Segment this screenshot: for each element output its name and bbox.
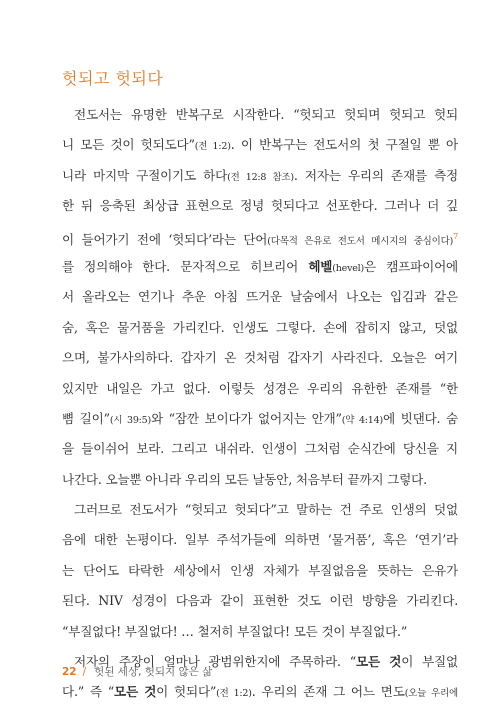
scripture-reference: (전 12:8 참조) [227, 171, 294, 183]
parenthetical-note: (오늘 우리에 [404, 688, 458, 700]
text-run: 나간다. 오늘뿐 아니라 우리의 모든 날동안, 처음부터 끝까지 그렇다. [62, 471, 427, 487]
text-line-13 [62, 465, 458, 495]
text-run: 를 정의해야 한다. 문자적으로 히브리어 [62, 258, 309, 274]
text-run: “부질없다! 부질없다! … 철저히 부질없다! 모든 것이 부질없다.” [62, 623, 408, 639]
text-run: 음에 대한 논평이다. 일부 주석가들에 의하면 ‘물거품’, 혹은 ‘연기’라 [62, 532, 458, 548]
emphasis-text: 모든 것 [356, 654, 402, 670]
text-run: 니 모든 것이 헛되도다” [62, 137, 195, 153]
text-line-17 [62, 586, 458, 616]
text-line-4 [62, 191, 458, 221]
text-line-1 [62, 100, 458, 130]
text-run: 은 캠프파이어에 [364, 258, 458, 274]
footnote-marker: 7 [453, 231, 458, 241]
page-number: 22 [62, 666, 77, 678]
text-run: 그러므로 전도서가 “헛되고 헛되다”고 말하는 건 주로 인생의 덧없 [74, 502, 458, 518]
page-footer [62, 664, 212, 679]
text-line-9 [62, 343, 458, 373]
scripture-reference: (시 39:5) [109, 414, 152, 426]
parenthetical-note: (다목적 은유로 전도서 메시지의 중심이다) [267, 235, 454, 247]
text-run: 이 헛되다” [156, 684, 217, 700]
text-run: 에 빗댄다. 숨 [383, 410, 458, 426]
text-run: 이 들어가기 전에 ‘헛되다’라는 단어 [62, 231, 268, 247]
text-run: 니라 마지막 구절이기도 하다 [62, 167, 228, 183]
text-run: 을 들이쉬어 보라. 그리고 내쉬라. 인생이 그처럼 순식간에 당신을 지 [62, 441, 458, 457]
text-run: 으며, 불가사의하다. 갑자기 온 것처럼 갑자기 사라진다. 오늘은 여기 [62, 350, 458, 366]
body-text [62, 100, 458, 708]
text-line-3 [62, 161, 458, 191]
hebrew-term: 헤벨 [308, 258, 333, 274]
text-line-11 [62, 404, 458, 434]
section-title: 헛되고 헛되다 [62, 69, 164, 88]
text-run: 뼘 길이” [62, 410, 110, 426]
book-title: 헛된 세상, 헛되지 않은 삶 [94, 666, 213, 678]
scripture-reference: (약 4:14) [341, 414, 383, 426]
text-run: 와 “잠깐 보이다가 없어지는 안개” [151, 410, 342, 426]
text-line-15 [62, 525, 458, 555]
text-line-20 [62, 677, 458, 707]
text-line-5 [62, 222, 458, 252]
text-run: 서 올라오는 연기나 추운 아침 뜨거운 날숨에서 나오는 입김과 같은 [62, 289, 458, 305]
text-run: 있지만 내일은 가고 없다. 이렇듯 성경은 우리의 유한한 존재를 “한 [62, 380, 458, 396]
text-run: 한 뒤 응축된 최상급 표현으로 정녕 헛되다고 선포한다. 그러나 더 깊 [62, 198, 458, 214]
text-line-7 [62, 282, 458, 312]
text-run: . 이 반복구는 전도서의 첫 구절일 뿐 아 [230, 137, 458, 153]
text-line-14 [62, 495, 458, 525]
text-line-6 [62, 252, 458, 282]
text-run: 다.” 즉 “ [62, 684, 114, 700]
scripture-reference: (전 1:2) [194, 141, 231, 153]
emphasis-text: 모든 것 [114, 684, 157, 700]
text-run: 숨, 혹은 물거품을 가리킨다. 인생도 그렇다. 손에 잡히지 않고, 덧없 [62, 319, 458, 335]
text-run: . 우리의 존재 그 어느 면도 [251, 684, 405, 700]
footer-separator: / [82, 666, 87, 678]
text-line-16 [62, 556, 458, 586]
scripture-reference: (전 1:2) [216, 688, 252, 700]
text-run: 는 단어도 타락한 세상에서 인생 자체가 부질없음을 뜻하는 은유가 [62, 562, 458, 578]
text-run: 된다. NIV 성경이 다음과 같이 표현한 것도 이런 방향을 가리킨다. [62, 593, 458, 609]
text-line-2 [62, 130, 458, 160]
text-line-12 [62, 434, 458, 464]
text-line-18 [62, 617, 458, 647]
text-run: 이 부질없 [401, 654, 458, 670]
transliteration: (hevel) [332, 262, 365, 274]
text-line-10 [62, 374, 458, 404]
text-run: 전도서는 유명한 반복구로 시작한다. “헛되고 헛되며 헛되고 헛되 [74, 107, 458, 122]
text-run: . 저자는 우리의 존재를 측정 [293, 167, 458, 183]
text-run: 저자의 주장이 얼마나 광범위한지에 주목하라. “ [74, 654, 356, 670]
text-line-8 [62, 313, 458, 343]
